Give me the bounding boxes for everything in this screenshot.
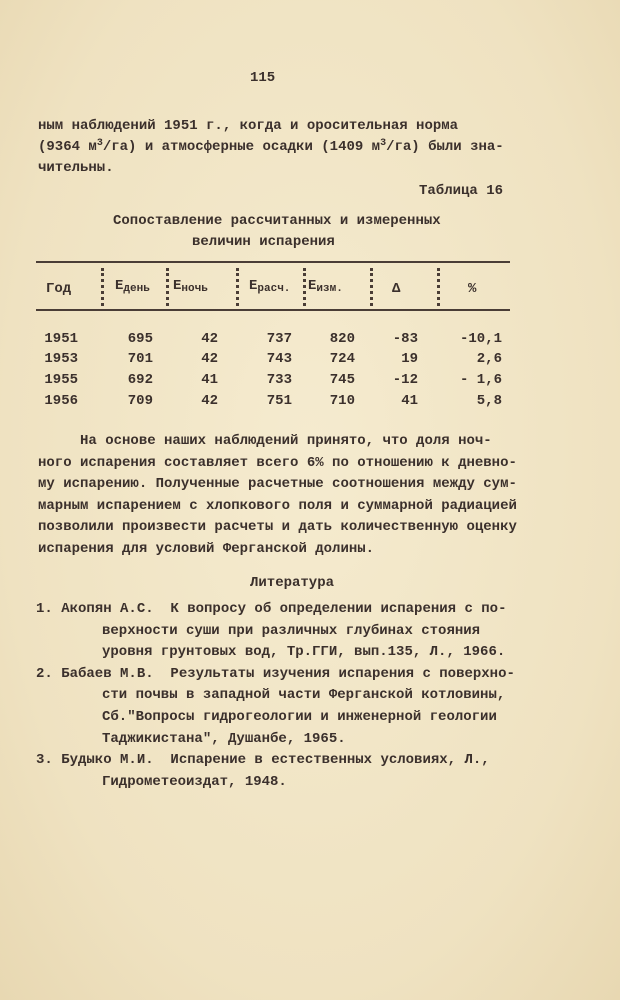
text-fragment: /га) были зна-	[386, 139, 504, 155]
table-cell: 2,6	[476, 351, 502, 367]
reference-line: Таджикистана", Душанбе, 1965.	[102, 730, 346, 747]
text-fragment: /га) и атмосферные осадки (1409 м	[102, 139, 381, 155]
text-line	[38, 138, 504, 156]
column-divider	[437, 268, 440, 306]
table-cell: 1956	[44, 393, 78, 409]
table-cell: 724	[329, 351, 355, 367]
column-divider	[101, 268, 104, 306]
reference-line: 1. Акопян А.С. К вопросу об определении испарения с по-	[36, 601, 507, 617]
reference-line: верхности суши при различных глубинах стояния	[102, 622, 481, 639]
reference-line: 2. Бабаев М.В. Результаты изучения испарения с поверхно-	[36, 665, 515, 682]
column-divider	[303, 268, 306, 306]
table-cell: 733	[266, 372, 292, 388]
table-title: величин испарения	[192, 234, 335, 250]
column-header-delta: Δ	[392, 281, 401, 297]
table-cell: 19	[401, 351, 418, 367]
reference-line: Сб."Вопросы гидрогеологии и инженерной геологии	[102, 709, 497, 725]
column-header-e-day	[115, 277, 150, 298]
table-cell: 42	[201, 351, 218, 367]
table-cell: 743	[266, 351, 292, 367]
column-header-year: Год	[46, 281, 72, 297]
table-header-rule	[36, 309, 510, 311]
column-divider	[370, 268, 373, 306]
table-cell: 710	[329, 393, 355, 409]
table-top-rule	[36, 261, 510, 263]
table-cell: 42	[201, 393, 218, 409]
table-cell: 1953	[44, 351, 78, 367]
header-sub: день	[123, 283, 150, 295]
header-sub: ночь	[181, 283, 208, 295]
table-cell: 5,8	[476, 393, 502, 409]
table-label: Таблица 16	[419, 183, 504, 199]
text-line: ного испарения составляет всего 6% по отношению к дневно-	[38, 454, 517, 471]
column-header-percent: %	[468, 281, 477, 297]
column-header-e-night	[173, 277, 208, 298]
table-cell: 1955	[44, 372, 78, 388]
header-main: E	[115, 278, 124, 294]
text-line: марным испарением с хлопкового поля и суммарной радиацией	[38, 497, 517, 514]
table-cell: 41	[201, 372, 218, 388]
text-line: позволили произвести расчеты и дать количественную оценку	[38, 519, 517, 535]
reference-line: Гидрометеоиздат, 1948.	[102, 773, 287, 790]
table-cell: -83	[392, 331, 418, 347]
table-cell: 41	[401, 393, 418, 409]
column-header-e-calc	[249, 277, 290, 298]
header-sub: изм.	[316, 283, 343, 295]
table-cell: 695	[127, 331, 153, 347]
text-line: чительны.	[38, 160, 114, 176]
table-cell: 701	[127, 351, 153, 367]
references-title: Литература	[250, 575, 335, 591]
table-cell: 745	[329, 372, 355, 388]
table-title: Сопоставление рассчитанных и измеренных	[113, 213, 441, 229]
reference-line: 3. Будыко М.И. Испарение в естественных условиях, Л.,	[36, 752, 490, 769]
table-cell: -12	[392, 372, 418, 388]
table-cell: 820	[329, 331, 355, 347]
column-header-e-meas	[308, 277, 343, 298]
superscript: 3	[96, 138, 103, 149]
column-divider	[166, 268, 169, 306]
reference-line: уровня грунтовых вод, Тр.ГГИ, вып.135, Л., 1966.	[102, 644, 506, 661]
text-fragment: (9364 м	[38, 139, 97, 155]
header-sub: расч.	[257, 283, 291, 295]
table-cell: 709	[127, 393, 153, 409]
text-line: испарения для условий Ферганской долины.	[38, 540, 375, 557]
text-line: ным наблюдений 1951 г., когда и оросительная норма	[38, 118, 459, 134]
header-main: E	[249, 278, 258, 294]
reference-line: сти почвы в западной части Ферганской котловины,	[102, 687, 506, 704]
header-main: E	[308, 278, 317, 294]
header-main: E	[173, 278, 182, 294]
page-number: 115	[250, 70, 276, 86]
table-cell: 42	[201, 331, 218, 347]
table-cell: 692	[127, 372, 153, 388]
superscript: 3	[380, 138, 387, 149]
table-cell: - 1,6	[459, 372, 502, 388]
text-line: На основе наших наблюдений принято, что доля ноч-	[38, 433, 492, 449]
table-cell: 737	[266, 331, 292, 347]
text-line: му испарению. Полученные расчетные соотношения между сум-	[38, 476, 517, 492]
table-cell: 1951	[44, 331, 78, 347]
table-cell: -10,1	[459, 331, 502, 347]
column-divider	[236, 268, 239, 306]
table-cell: 751	[266, 393, 292, 409]
